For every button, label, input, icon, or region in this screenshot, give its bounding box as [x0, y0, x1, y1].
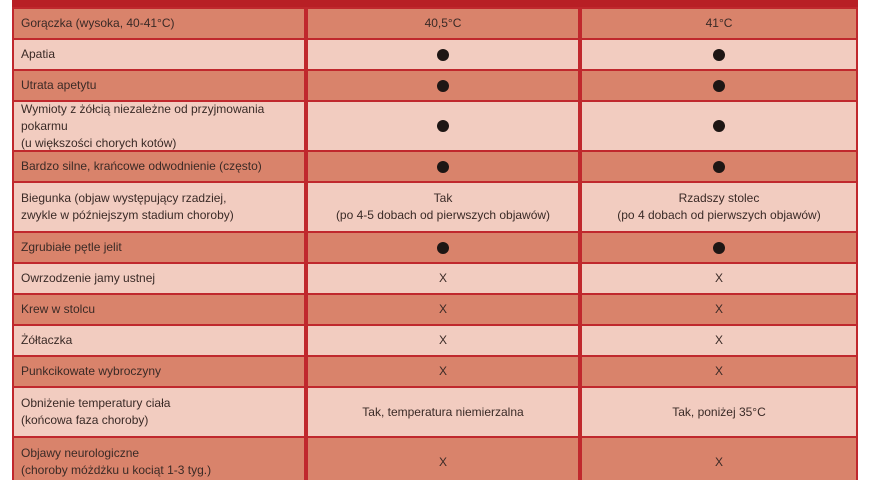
present-dot-icon — [713, 161, 725, 173]
symptom-label: Krew w stolcu — [14, 295, 304, 324]
table-row — [12, 233, 858, 262]
symptom-label: Punkcikowate wybroczyny — [14, 357, 304, 386]
value-cell-2: X — [582, 438, 856, 480]
table-header-band — [12, 0, 858, 7]
present-dot-icon — [437, 161, 449, 173]
table-row — [12, 438, 858, 480]
value-cell-2: X — [582, 357, 856, 386]
value-cell-2 — [582, 152, 856, 181]
present-dot-icon — [713, 120, 725, 132]
value-cell-2: Tak, poniżej 35°C — [582, 388, 856, 436]
value-cell-2 — [582, 102, 856, 150]
symptom-label: Wymioty z żółcią niezależne od przyjmowania pokarmu (u większości chorych kotów) — [14, 102, 304, 150]
symptom-label: Utrata apetytu — [14, 71, 304, 100]
symptom-label: Zgrubiałe pętle jelit — [14, 233, 304, 262]
value-cell-1 — [308, 152, 578, 181]
value-cell-1: X — [308, 357, 578, 386]
table-row — [12, 40, 858, 69]
value-cell-1: X — [308, 438, 578, 480]
table-row — [12, 295, 858, 324]
value-cell-1: Tak, temperatura niemierzalna — [308, 388, 578, 436]
value-cell-1 — [308, 102, 578, 150]
symptom-label: Obniżenie temperatury ciała (końcowa faza choroby) — [14, 388, 304, 436]
symptoms-table — [12, 0, 858, 480]
table-row — [12, 183, 858, 231]
value-cell-2: X — [582, 295, 856, 324]
value-cell-1: X — [308, 326, 578, 355]
value-cell-2: X — [582, 326, 856, 355]
value-cell-2 — [582, 71, 856, 100]
symptom-label: Biegunka (objaw występujący rzadziej, zwykle w późniejszym stadium choroby) — [14, 183, 304, 231]
value-cell-2: Rzadszy stolec (po 4 dobach od pierwszych objawów) — [582, 183, 856, 231]
present-dot-icon — [713, 242, 725, 254]
value-cell-1: X — [308, 264, 578, 293]
present-dot-icon — [713, 80, 725, 92]
table-row — [12, 264, 858, 293]
value-cell-2: X — [582, 264, 856, 293]
value-cell-2: 41°C — [582, 9, 856, 38]
table-row — [12, 152, 858, 181]
symptom-label: Objawy neurologiczne (choroby móżdżku u kociąt 1-3 tyg.) — [14, 438, 304, 480]
present-dot-icon — [437, 242, 449, 254]
value-cell-1: X — [308, 295, 578, 324]
table-row — [12, 326, 858, 355]
present-dot-icon — [437, 80, 449, 92]
symptom-label: Owrzodzenie jamy ustnej — [14, 264, 304, 293]
present-dot-icon — [437, 120, 449, 132]
present-dot-icon — [713, 49, 725, 61]
value-cell-1 — [308, 40, 578, 69]
value-cell-1: Tak (po 4-5 dobach od pierwszych objawów) — [308, 183, 578, 231]
symptom-label: Żółtaczka — [14, 326, 304, 355]
table-row — [12, 71, 858, 100]
symptom-label: Gorączka (wysoka, 40-41°C) — [14, 9, 304, 38]
value-cell-1: 40,5°C — [308, 9, 578, 38]
value-cell-2 — [582, 233, 856, 262]
symptom-label: Bardzo silne, krańcowe odwodnienie (często) — [14, 152, 304, 181]
table-row — [12, 9, 858, 38]
symptom-label: Apatia — [14, 40, 304, 69]
value-cell-2 — [582, 40, 856, 69]
table-row — [12, 388, 858, 436]
table-row — [12, 357, 858, 386]
present-dot-icon — [437, 49, 449, 61]
value-cell-1 — [308, 71, 578, 100]
table-row — [12, 102, 858, 150]
value-cell-1 — [308, 233, 578, 262]
